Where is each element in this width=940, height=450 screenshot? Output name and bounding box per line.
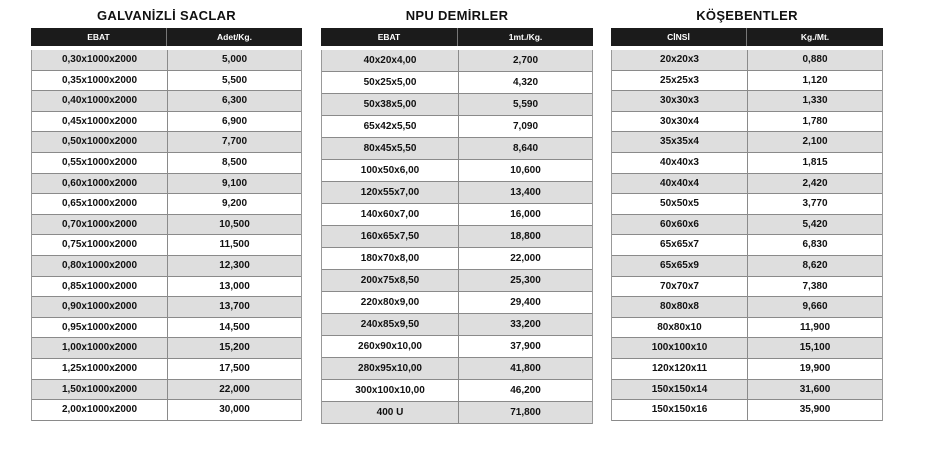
weight-cell: 37,900 bbox=[510, 341, 541, 352]
table-row bbox=[612, 91, 882, 112]
table-row bbox=[322, 204, 592, 226]
size-cell: 0,30x1000x2000 bbox=[32, 50, 168, 70]
weight-cell: 22,000 bbox=[219, 383, 250, 395]
table-row bbox=[32, 380, 301, 401]
weight-cell: 8,640 bbox=[512, 143, 539, 154]
table-row bbox=[322, 138, 592, 160]
size-cell: 40x20x4,00 bbox=[322, 50, 459, 71]
table-row bbox=[612, 235, 882, 256]
table-header bbox=[321, 28, 593, 46]
weight-cell: 1,330 bbox=[802, 95, 828, 107]
size-cell: 80x80x10 bbox=[612, 318, 748, 338]
weight-cell: 13,000 bbox=[219, 280, 250, 292]
weight-cell: 1,780 bbox=[802, 115, 828, 127]
table-row bbox=[322, 248, 592, 270]
weight-cell: 13,700 bbox=[219, 301, 250, 313]
weight-cell: 13,400 bbox=[510, 187, 541, 198]
table-row bbox=[322, 226, 592, 248]
table-row bbox=[32, 50, 301, 71]
table-row bbox=[322, 358, 592, 380]
size-cell: 150x150x14 bbox=[612, 380, 748, 400]
table-row bbox=[32, 215, 301, 236]
weight-cell: 10,500 bbox=[219, 218, 250, 230]
size-cell: 0,50x1000x2000 bbox=[32, 132, 168, 152]
size-cell: 0,40x1000x2000 bbox=[32, 91, 168, 111]
size-cell: 20x20x3 bbox=[612, 50, 748, 70]
size-cell: 0,60x1000x2000 bbox=[32, 174, 168, 194]
size-cell: 0,85x1000x2000 bbox=[32, 277, 168, 297]
weight-cell: 41,800 bbox=[510, 363, 541, 374]
weight-cell: 9,200 bbox=[221, 198, 248, 210]
size-cell: 50x50x5 bbox=[612, 194, 748, 214]
weight-cell: 3,770 bbox=[802, 198, 828, 210]
weight-cell: 15,100 bbox=[799, 342, 831, 354]
weight-cell: 5,590 bbox=[512, 99, 539, 110]
size-cell: 30x30x3 bbox=[612, 91, 748, 111]
size-cell: 40x40x4 bbox=[612, 174, 748, 194]
table-header bbox=[31, 28, 302, 46]
weight-cell: 19,900 bbox=[799, 362, 831, 374]
column-header: Kg./Mt. bbox=[800, 32, 830, 42]
size-cell: 0,70x1000x2000 bbox=[32, 215, 168, 235]
weight-cell: 4,320 bbox=[512, 77, 539, 88]
size-cell: 300x100x10,00 bbox=[322, 380, 459, 401]
weight-cell: 11,900 bbox=[799, 321, 831, 333]
table-row bbox=[32, 235, 301, 256]
table-row bbox=[612, 194, 882, 215]
size-cell: 65x65x7 bbox=[612, 235, 748, 255]
size-cell: 50x25x5,00 bbox=[322, 72, 459, 93]
weight-cell: 16,000 bbox=[510, 209, 541, 220]
size-cell: 120x120x11 bbox=[612, 359, 748, 379]
weight-cell: 15,200 bbox=[219, 342, 250, 354]
weight-cell: 30,000 bbox=[219, 404, 250, 416]
table-row bbox=[32, 318, 301, 339]
table-row bbox=[322, 380, 592, 402]
weight-cell: 5,420 bbox=[802, 218, 828, 230]
table-row bbox=[32, 277, 301, 298]
weight-cell: 7,700 bbox=[221, 136, 248, 148]
size-cell: 140x60x7,00 bbox=[322, 204, 459, 225]
weight-cell: 18,800 bbox=[510, 231, 541, 242]
table-row bbox=[612, 153, 882, 174]
table-row bbox=[612, 112, 882, 133]
weight-cell: 1,815 bbox=[802, 156, 828, 168]
size-cell: 280x95x10,00 bbox=[322, 358, 459, 379]
column-header: EBAT bbox=[321, 28, 458, 46]
column-header: EBAT bbox=[31, 28, 167, 46]
size-cell: 160x65x7,50 bbox=[322, 226, 459, 247]
weight-cell: 5,500 bbox=[221, 74, 248, 86]
size-cell: 260x90x10,00 bbox=[322, 336, 459, 357]
size-cell: 60x60x6 bbox=[612, 215, 748, 235]
table-row bbox=[32, 132, 301, 153]
table-row bbox=[32, 174, 301, 195]
weight-cell: 1,120 bbox=[802, 74, 828, 86]
table-row bbox=[612, 380, 882, 401]
weight-cell: 71,800 bbox=[510, 407, 541, 418]
table-row bbox=[322, 182, 592, 204]
size-cell: 240x85x9,50 bbox=[322, 314, 459, 335]
table-header bbox=[611, 28, 883, 46]
weight-cell: 17,500 bbox=[219, 362, 250, 374]
size-cell: 1,00x1000x2000 bbox=[32, 338, 168, 358]
table-row bbox=[32, 194, 301, 215]
table-row bbox=[322, 72, 592, 94]
size-cell: 65x65x9 bbox=[612, 256, 748, 276]
table-row bbox=[322, 116, 592, 138]
size-cell: 40x40x3 bbox=[612, 153, 748, 173]
table-row bbox=[612, 256, 882, 277]
table-row bbox=[32, 112, 301, 133]
table-row bbox=[32, 338, 301, 359]
weight-cell: 8,620 bbox=[802, 259, 828, 271]
column-header: CİNSİ bbox=[611, 28, 747, 46]
size-cell: 1,50x1000x2000 bbox=[32, 380, 168, 400]
table-row bbox=[32, 297, 301, 318]
weight-cell: 33,200 bbox=[510, 319, 541, 330]
size-cell: 65x42x5,50 bbox=[322, 116, 459, 137]
weight-cell: 7,380 bbox=[802, 280, 828, 292]
size-cell: 120x55x7,00 bbox=[322, 182, 459, 203]
npu-iron-table bbox=[321, 0, 593, 424]
table-row bbox=[612, 359, 882, 380]
size-cell: 25x25x3 bbox=[612, 71, 748, 91]
table-row bbox=[32, 256, 301, 277]
size-cell: 2,00x1000x2000 bbox=[32, 400, 168, 420]
table-title: GALVANİZLİ SACLAR bbox=[97, 8, 236, 23]
size-cell: 0,80x1000x2000 bbox=[32, 256, 168, 276]
column-header: 1mt./Kg. bbox=[508, 32, 543, 42]
size-cell: 220x80x9,00 bbox=[322, 292, 459, 313]
table-row bbox=[612, 297, 882, 318]
table-row bbox=[612, 400, 882, 421]
table-row bbox=[612, 132, 882, 153]
weight-cell: 14,500 bbox=[219, 321, 250, 333]
size-cell: 150x150x16 bbox=[612, 400, 748, 420]
table-row bbox=[322, 292, 592, 314]
table-row bbox=[322, 50, 592, 72]
column-header: Adet/Kg. bbox=[217, 32, 252, 42]
weight-cell: 10,600 bbox=[510, 165, 541, 176]
weight-cell: 46,200 bbox=[510, 385, 541, 396]
table-row bbox=[322, 314, 592, 336]
table-title: KÖŞEBENTLER bbox=[696, 8, 798, 23]
size-cell: 200x75x8,50 bbox=[322, 270, 459, 291]
size-cell: 35x35x4 bbox=[612, 132, 748, 152]
size-cell: 70x70x7 bbox=[612, 277, 748, 297]
table-row bbox=[322, 94, 592, 116]
size-cell: 80x80x8 bbox=[612, 297, 748, 317]
size-cell: 0,35x1000x2000 bbox=[32, 71, 168, 91]
size-cell: 400 U bbox=[322, 402, 459, 423]
table-row bbox=[32, 153, 301, 174]
weight-cell: 25,300 bbox=[510, 275, 541, 286]
size-cell: 0,90x1000x2000 bbox=[32, 297, 168, 317]
weight-cell: 7,090 bbox=[512, 121, 539, 132]
table-row bbox=[612, 318, 882, 339]
table-body bbox=[611, 50, 883, 421]
table-row bbox=[612, 338, 882, 359]
weight-cell: 29,400 bbox=[510, 297, 541, 308]
table-row bbox=[322, 336, 592, 358]
size-cell: 80x45x5,50 bbox=[322, 138, 459, 159]
weight-cell: 2,420 bbox=[802, 177, 828, 189]
size-cell: 0,65x1000x2000 bbox=[32, 194, 168, 214]
weight-cell: 5,000 bbox=[221, 54, 248, 65]
weight-cell: 22,000 bbox=[510, 253, 541, 264]
size-cell: 0,95x1000x2000 bbox=[32, 318, 168, 338]
weight-cell: 11,500 bbox=[219, 239, 250, 251]
angle-iron-table bbox=[611, 0, 883, 421]
weight-cell: 2,700 bbox=[512, 55, 539, 66]
weight-cell: 31,600 bbox=[799, 383, 831, 395]
size-cell: 180x70x8,00 bbox=[322, 248, 459, 269]
table-row bbox=[322, 402, 592, 424]
table-body bbox=[321, 50, 593, 424]
table-title: NPU DEMİRLER bbox=[405, 8, 509, 23]
size-cell: 100x100x10 bbox=[612, 338, 748, 358]
size-cell: 0,75x1000x2000 bbox=[32, 235, 168, 255]
weight-cell: 0,880 bbox=[802, 54, 828, 65]
weight-cell: 9,100 bbox=[221, 177, 248, 189]
table-body bbox=[31, 50, 302, 421]
table-row bbox=[612, 50, 882, 71]
table-row bbox=[32, 91, 301, 112]
table-row bbox=[612, 277, 882, 298]
weight-cell: 6,300 bbox=[221, 95, 248, 107]
table-row bbox=[612, 174, 882, 195]
size-cell: 0,45x1000x2000 bbox=[32, 112, 168, 132]
table-row bbox=[32, 400, 301, 421]
table-row bbox=[32, 71, 301, 92]
galvanized-sheets-table bbox=[31, 0, 302, 421]
table-row bbox=[322, 160, 592, 182]
size-cell: 1,25x1000x2000 bbox=[32, 359, 168, 379]
weight-cell: 8,500 bbox=[221, 156, 248, 168]
size-cell: 30x30x4 bbox=[612, 112, 748, 132]
weight-cell: 6,900 bbox=[221, 115, 248, 127]
weight-cell: 12,300 bbox=[219, 259, 250, 271]
size-cell: 0,55x1000x2000 bbox=[32, 153, 168, 173]
weight-cell: 35,900 bbox=[799, 404, 831, 416]
table-row bbox=[322, 270, 592, 292]
weight-cell: 2,100 bbox=[802, 136, 828, 148]
table-row bbox=[32, 359, 301, 380]
size-cell: 100x50x6,00 bbox=[322, 160, 459, 181]
weight-cell: 9,660 bbox=[802, 301, 828, 313]
weight-cell: 6,830 bbox=[802, 239, 828, 251]
size-cell: 50x38x5,00 bbox=[322, 94, 459, 115]
table-row bbox=[612, 71, 882, 92]
table-row bbox=[612, 215, 882, 236]
